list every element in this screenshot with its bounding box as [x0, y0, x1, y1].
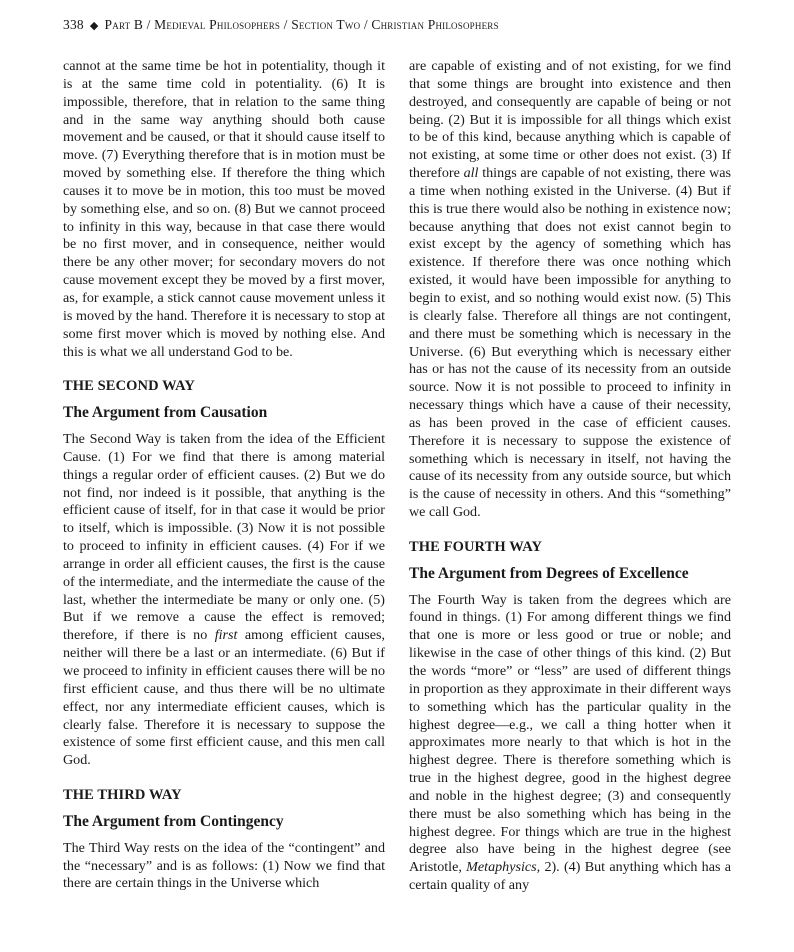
running-header — [63, 17, 743, 33]
fourth-way-text-b: 2). (4) But anything which has a certain quality of any — [409, 859, 732, 894]
third-way-text-a: are capable of existing and of not existing, for we find that some things are brought into existence and then destroyed, and consequently are capable of being or not being. (2) But it is impossible for all things which exist to be of this kind, because anything which is capable of not existing, at some time or other does not exist. (3) If therefore — [409, 58, 731, 182]
paragraph-first-way-conclusion: cannot at the same time be hot in potentiality, though it is at the same time cold in potentiality. (6) It is impossible, therefore, that in relation to the same thing and in the same way anything should both cause movement and be caused, or that it should cause itself to move. (7) Everything therefore that is in motion must be moved by something else. If therefore the thing which causes it to move be in motion, this too must be moved by something else, and so on. (8) But we cannot proceed to infinity in this way, because in that case there would be no first mover, and in consequence, neither would there be any other mover; for secondary movers do not cause movement except they be moved by a first mover, as, for example, a stick cannot cause movement unless it is moved by the hand. Therefore it is necessary to stop at some first mover which is moved by nothing else. And this is what we all understand God to be. — [63, 58, 385, 360]
fourth-way-emphasis: Metaphysics, — [466, 859, 541, 876]
paragraph-third-way-continued — [409, 58, 731, 522]
left-column — [63, 58, 385, 893]
paragraph-third-way: The Third Way rests on the idea of the “contingent” and the “necessary” and is as follows: (1) Now we find that there are certain things in the Universe which — [63, 839, 385, 892]
right-column — [409, 58, 731, 895]
page-number: 338 — [63, 17, 84, 32]
fourth-way-text-a: The Fourth Way is taken from the degrees which are found in things. (1) For among different things we find that one is more or less good or true or noble; and likewise in the case of other things of this kind. (2) But the words “more” or “less” are used of different things in proportion as they approximate in their different ways to something which has the particular quality in the highest degree—e.g., we call a thing hotter when it approximates more nearly to that which is hot in the highest degree. There is therefore something which is true in the highest degree, good in the highest degree and noble in the highest degree; (3) and consequently there must be also something which has being in the highest degree. For things which are true in the highest degree also have being in the highest degree (see Aristotle, — [409, 591, 731, 876]
second-way-heading: THE SECOND WAY — [63, 378, 195, 395]
third-way-text-b: things are capable of not existing, there was a time when nothing existed in the Universe. (4) But if this is true there would also be nothing in existence now; because anything that does not exist cannot begin to exist except by the agency of something which has existence. If therefore there was once nothing which existed, it would have been impossible for anything to begin to exist, and so nothing would exist now. (5) This is clearly false. Therefore all things are not contingent, and there must be something which is necessary in the Universe. (6) But everything which is necessary either has or has not the cause of its necessity from an outside source. Now it is not possible to proceed to infinity in necessary things which have a cause of their necessity, as has been proved in the case of efficient causes. Therefore it is necessary to suppose the existence of something which is necessary in itself, not having the cause of its necessity from any outside source, but which is the cause of necessity in others. And this “something” we call God. — [409, 165, 731, 521]
third-way-emphasis: all — [463, 165, 479, 182]
second-way-text-b: among efficient causes, neither will there be a last or an intermediate. (6) But if we proceed to infinity in efficient causes there will be no first efficient cause, and thus there will be no ultimate effect, nor any intermediate efficient causes, which is clearly false. Therefore it is necessary to suppose the existence of some first efficient cause, and this men call God. — [63, 627, 385, 769]
fourth-way-heading: THE FOURTH WAY — [409, 538, 543, 555]
header-title: Part B / Medieval Philosophers / Section Two / Christian Philosophers — [104, 17, 499, 32]
diamond-separator-icon: ◆ — [89, 20, 99, 32]
third-way-heading: THE THIRD WAY — [63, 787, 182, 804]
second-way-subheading: The Argument from Causation — [63, 404, 268, 422]
second-way-text-a: The Second Way is taken from the idea of the Efficient Cause. (1) For we find that there is among material things a regular order of efficient causes. (2) But we do not find, nor indeed is it possible, that anything is the efficient cause of itself, for in that case it would be prior to itself, which is impossible. (3) Now it is not possible to proceed to infinity in efficient causes. (4) For if we arrange in order all efficient causes, the first is the cause of the intermediate, and the intermediate the cause of the last, whether the intermediate be many or only one. (5) But if we remove a cause the effect is removed; therefore, if there is no — [63, 431, 385, 644]
fourth-way-subheading: The Argument from Degrees of Excellence — [409, 564, 689, 582]
paragraph-fourth-way — [409, 592, 731, 895]
paragraph-second-way — [63, 431, 385, 770]
second-way-emphasis: first — [214, 627, 238, 644]
third-way-subheading: The Argument from Contingency — [63, 812, 284, 830]
